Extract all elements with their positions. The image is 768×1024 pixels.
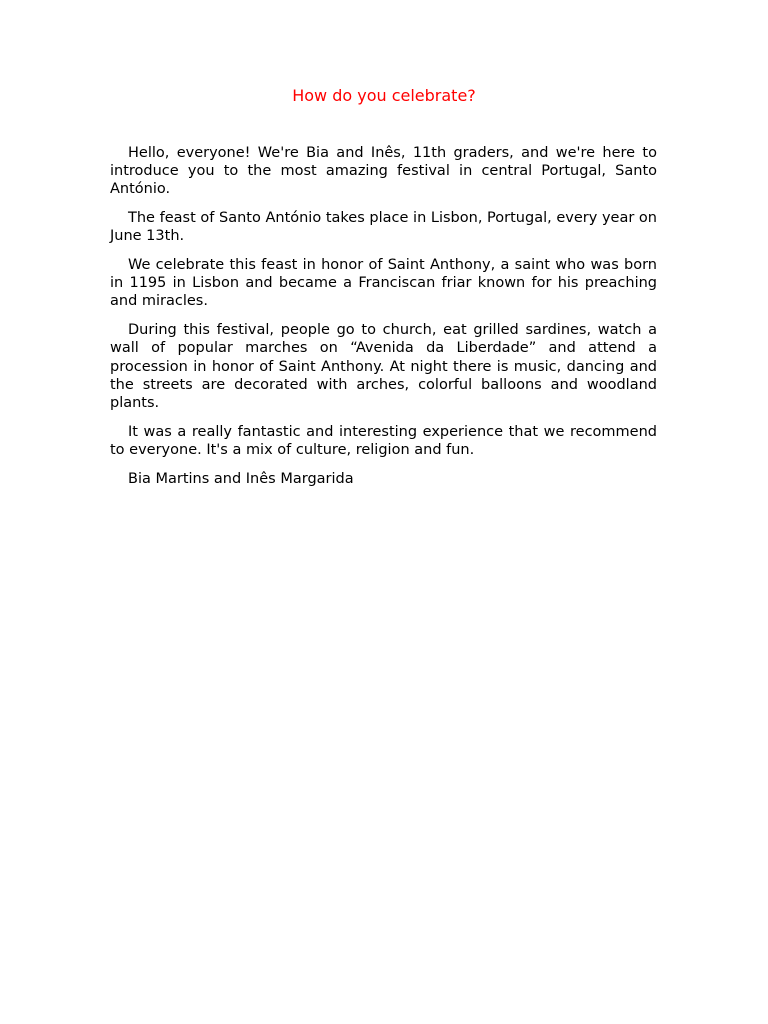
paragraph-saint-anthony: We celebrate this feast in honor of Saint Anthony, a saint who was born in 1195 in Lisbon and became a Franciscan friar known for his preaching and miracles. bbox=[110, 257, 657, 310]
paragraph-recommendation: It was a really fantastic and interesting experience that we recommend to everyone. It's a mix of culture, religion and fun. bbox=[110, 423, 657, 458]
signature: Bia Martins and Inês Margarida bbox=[128, 470, 354, 487]
document-title: How do you celebrate? bbox=[292, 86, 476, 105]
paragraph-festival-activities: During this festival, people go to church, eat grilled sardines, watch a wall of popular marches on “Avenida da Liberdade” and attend a procession in honor of Saint Anthony. At night there is music, dancing and the streets are decorated with arches, colorful balloons and woodland plants. bbox=[110, 322, 657, 411]
paragraph-introduction: Hello, everyone! We're Bia and Inês, 11th graders, and we're here to introduce you to the most amazing festival in central Portugal, Santo António. bbox=[110, 145, 657, 198]
paragraph-date-location: The feast of Santo António takes place in Lisbon, Portugal, every year on June 13th. bbox=[110, 210, 657, 245]
document-body bbox=[110, 144, 657, 498]
